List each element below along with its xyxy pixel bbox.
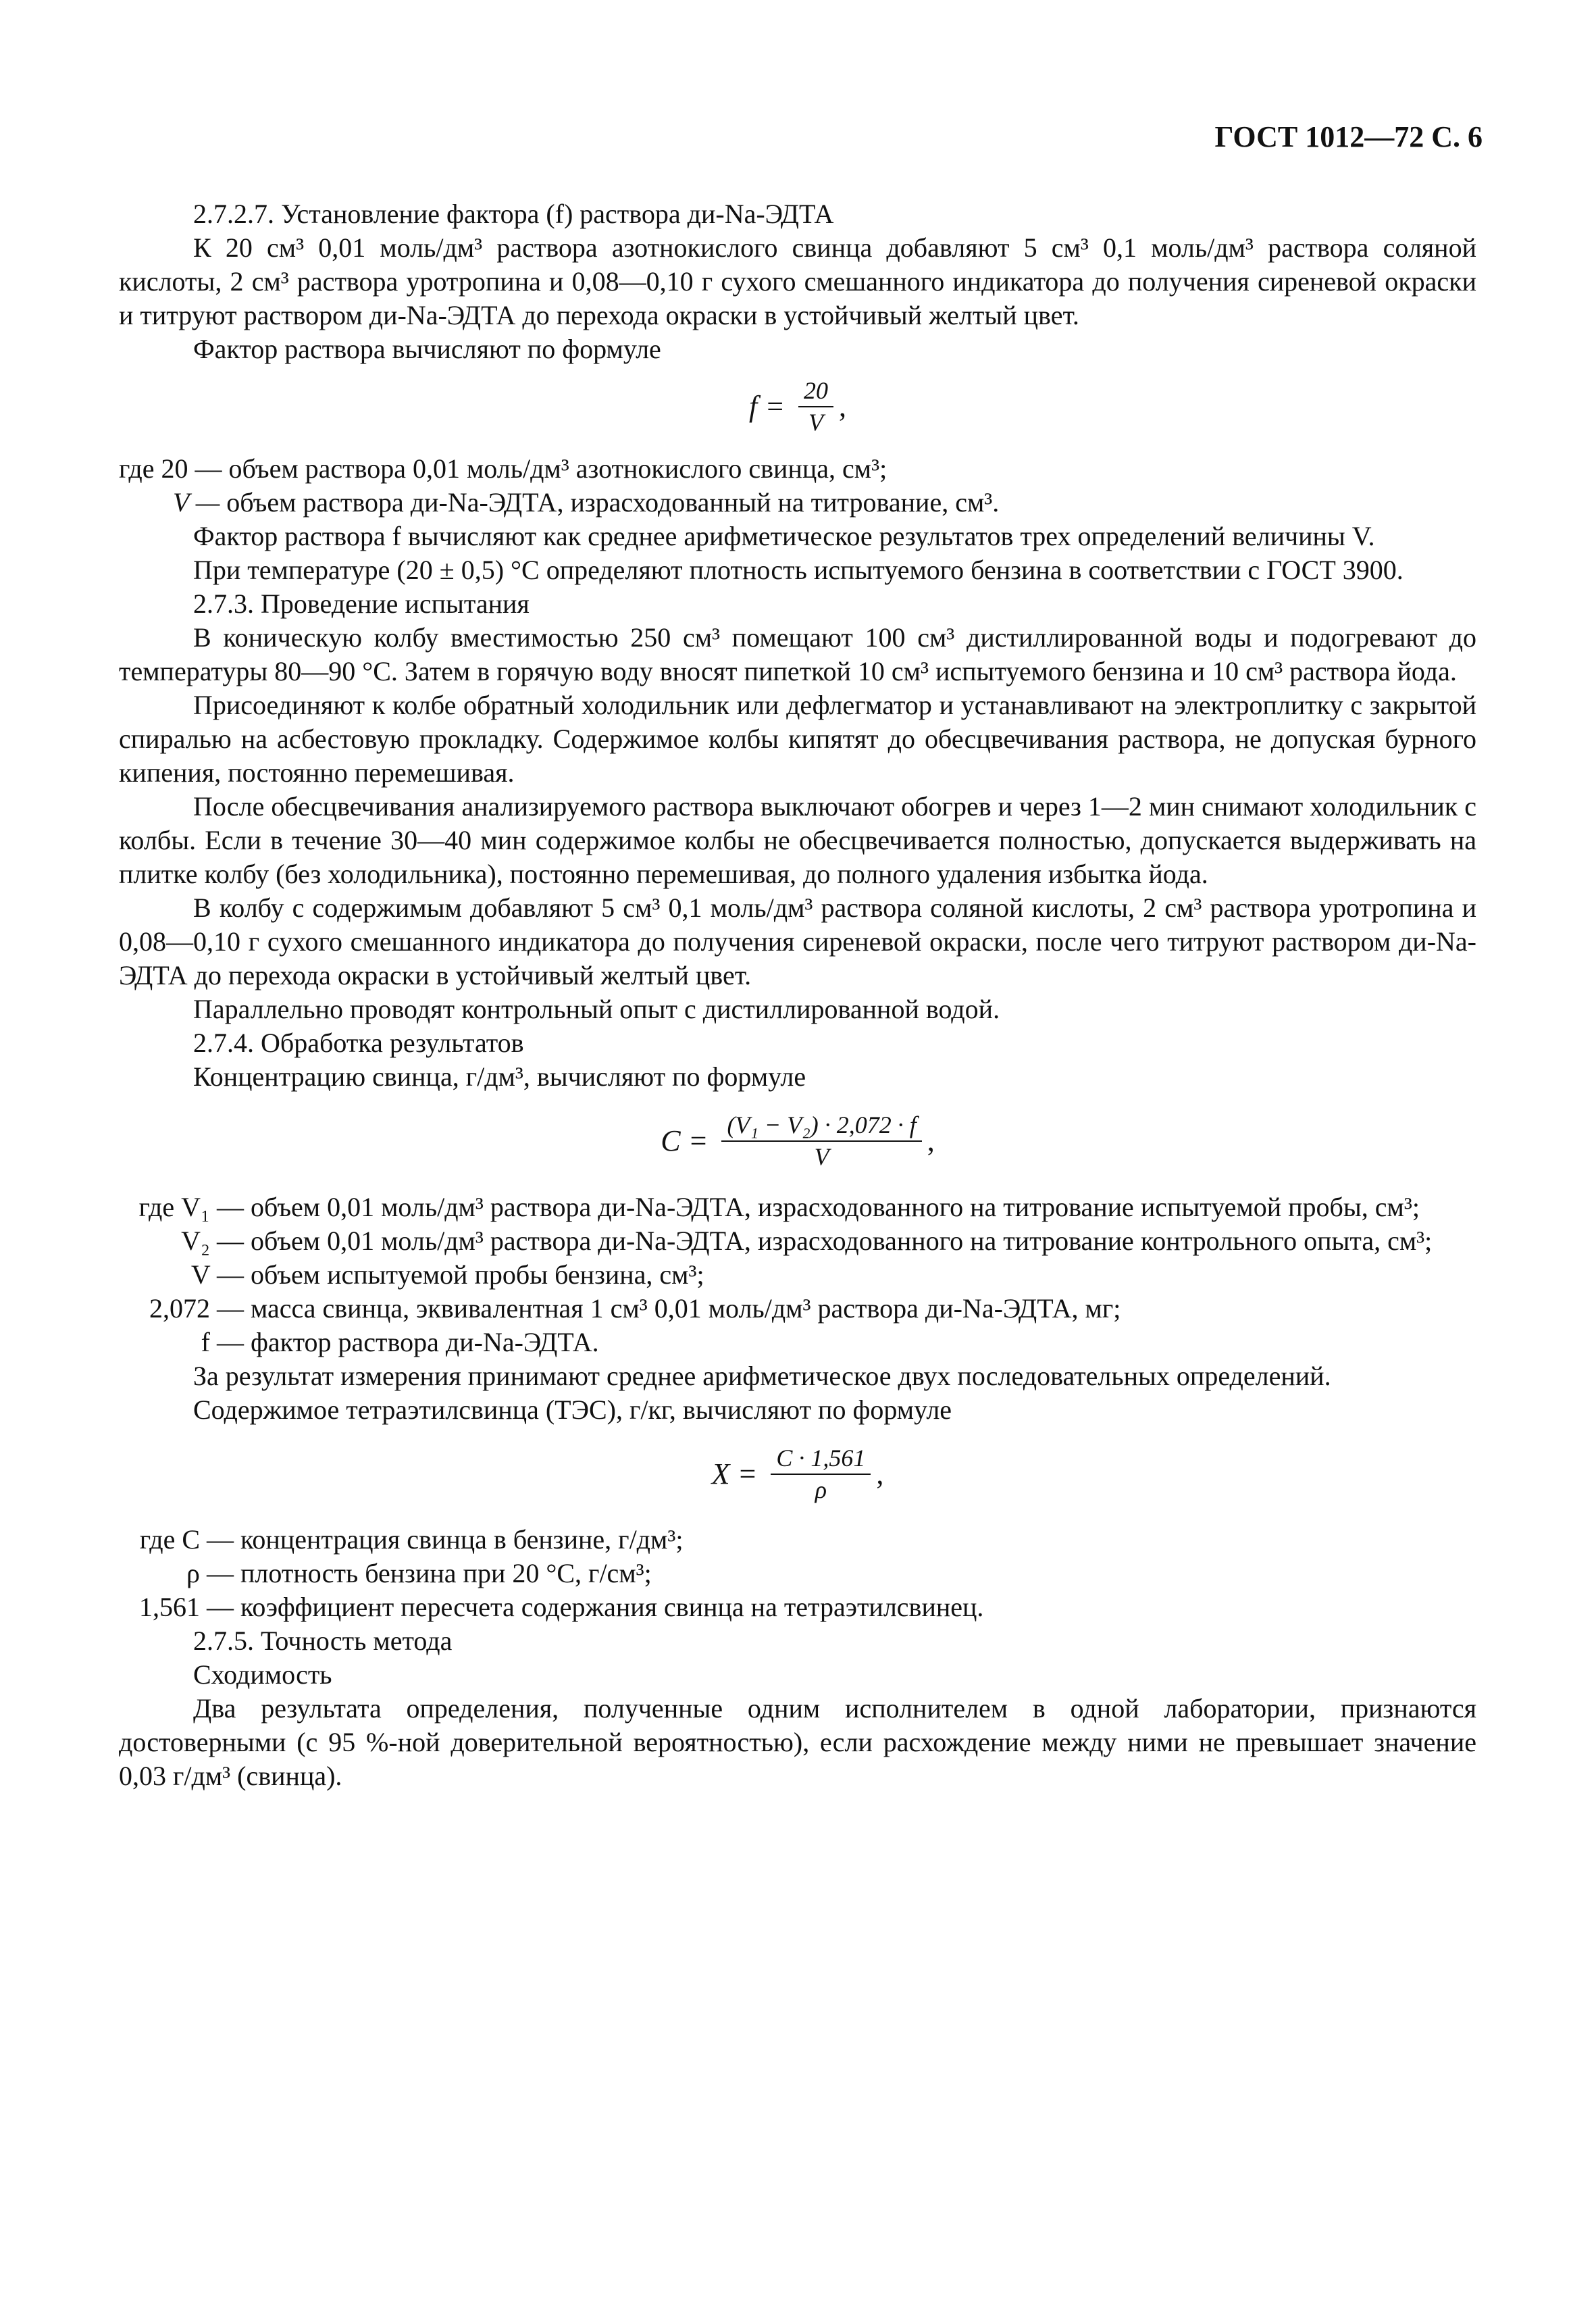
formula-concentration bbox=[119, 1111, 1476, 1172]
definition-term: V — bbox=[190, 1259, 251, 1290]
section-title: 2.7.5. Точность метода bbox=[193, 1626, 453, 1657]
section-title: 2.7.2.7. Установление фактора (f) раствора ди-Na-ЭДТА bbox=[193, 199, 834, 229]
definition-text: объем испытуемой пробы бензина, см³; bbox=[251, 1259, 704, 1290]
paragraph: Параллельно проводят контрольный опыт с дистиллированной водой. bbox=[193, 993, 1000, 1024]
section-title: 2.7.3. Проведение испытания bbox=[193, 588, 530, 619]
definition-text: объем раствора 0,01 моль/дм³ азотнокислого свинца, см³; bbox=[228, 453, 887, 484]
definition-text: коэффициент пересчета содержания свинца на тетраэтилсвинец. bbox=[240, 1592, 984, 1623]
definition-row bbox=[119, 1523, 1476, 1557]
definition-text: плотность бензина при 20 °С, г/см³; bbox=[240, 1558, 652, 1589]
paragraph: К 20 см³ 0,01 моль/дм³ раствора азотнокислого свинца добавляют 5 см³ 0,1 моль/дм³ раствора соляной кислоты, 2 см³ раствора уротропина и 0,08—0,10 г сухого смешанного индикатора до получения сиреневой окраски и титруют раствором ди-Na-ЭДТА до перехода окраски в устойчивый желтый цвет. bbox=[119, 232, 1476, 330]
formula-tes bbox=[119, 1444, 1476, 1505]
definition-row bbox=[119, 1292, 1476, 1326]
definition-term: f — bbox=[201, 1326, 251, 1357]
formula-numerator: 20 bbox=[798, 377, 833, 407]
definition-row bbox=[119, 1258, 1476, 1292]
document-header: ГОСТ 1012—72 С. 6 bbox=[1214, 120, 1483, 153]
paragraph: После обесцвечивания анализируемого раствора выключают обогрев и через 1—2 мин снимают холодильник с колбы. Если в течение 30—40 мин содержимое колбы не обесцвечивается полностью, допускается выдерживать на плитке колбу (без холодильника), постоянно перемешивая, до полного удаления избытка йода. bbox=[119, 790, 1476, 889]
formula-lhs: X bbox=[711, 1457, 730, 1490]
definition-text: концентрация свинца в бензине, г/дм³; bbox=[240, 1524, 684, 1555]
paragraph: В коническую колбу вместимостью 250 см³ помещают 100 см³ дистиллированной воды и подогревают до температуры 80—90 °С. Затем в горячую воду вносят пипеткой 10 см³ испытуемого бензина и 10 см³ раствора йода. bbox=[119, 622, 1476, 686]
paragraph: За результат измерения принимают среднее арифметическое двух последовательных определений. bbox=[193, 1360, 1331, 1391]
definition-term: где C — bbox=[139, 1524, 240, 1555]
definition-term: V — bbox=[173, 486, 227, 518]
formula-fraction bbox=[771, 1444, 871, 1505]
paragraph: Присоединяют к колбе обратный холодильник или дефлегматор и устанавливают на электроплитку с закрытой спиралью на асбестовую прокладку. Содержимое колбы кипятят до обесцвечивания раствора, не допуская бурного кипения, постоянно перемешивая. bbox=[119, 689, 1476, 788]
definition-text: объем раствора ди-Na-ЭДТА, израсходованный на титрование, см³. bbox=[226, 486, 1000, 518]
formula-equals: = bbox=[739, 1457, 756, 1490]
definitions-list bbox=[119, 1190, 1476, 1359]
formula-tail: , bbox=[839, 390, 847, 424]
paragraph: При температуре (20 ± 0,5) °С определяют плотность испытуемого бензина в соответствии с ГОСТ 3900. bbox=[193, 554, 1404, 585]
definition-row bbox=[119, 1326, 1476, 1359]
definition-row bbox=[119, 486, 1476, 520]
formula-equals: = bbox=[690, 1124, 707, 1158]
formula-factor bbox=[119, 377, 1476, 437]
definition-term: 1,561 — bbox=[139, 1592, 240, 1623]
formula-lhs: f bbox=[748, 390, 758, 424]
definition-term: ρ — bbox=[186, 1558, 240, 1589]
definition-text: объем 0,01 моль/дм³ раствора ди-Na-ЭДТА, израсходованного на титрование испытуемой пробы, см³; bbox=[251, 1191, 1420, 1222]
definition-row bbox=[119, 1590, 1476, 1624]
formula-equals: = bbox=[767, 390, 784, 424]
paragraph: Концентрацию свинца, г/дм³, вычисляют по формуле bbox=[193, 1061, 806, 1092]
definition-text: объем 0,01 моль/дм³ раствора ди-Na-ЭДТА, израсходованного на титрование контрольного опыта, см³; bbox=[251, 1225, 1433, 1256]
formula-tail: , bbox=[876, 1457, 884, 1490]
definition-text: масса свинца, эквивалентная 1 см³ 0,01 моль/дм³ раствора ди-Na-ЭДТА, мг; bbox=[251, 1292, 1121, 1324]
definition-row bbox=[119, 1224, 1476, 1258]
paragraph: Два результата определения, полученные одним исполнителем в одной лаборатории, признаются достоверными (с 95 %-ной доверительной вероятностью), если расхождение между ними не превышает значение 0,03 г/дм³ (свинца). bbox=[119, 1693, 1476, 1792]
definition-text: фактор раствора ди-Na-ЭДТА. bbox=[251, 1326, 599, 1357]
definition-term: где V₁ — bbox=[138, 1191, 251, 1222]
formula-fraction bbox=[798, 377, 833, 437]
paragraph: Содержимое тетраэтилсвинца (ТЭС), г/кг, вычисляют по формуле bbox=[193, 1394, 952, 1425]
definitions-list bbox=[119, 1523, 1476, 1624]
formula-fraction bbox=[721, 1111, 921, 1172]
formula-denominator: V bbox=[814, 1143, 829, 1171]
formula-lhs: C bbox=[661, 1124, 681, 1158]
formula-numerator: (V₁ − V₂) · 2,072 · f bbox=[721, 1111, 921, 1142]
definition-term: 2,072 — bbox=[149, 1292, 251, 1324]
formula-denominator: ρ bbox=[815, 1476, 827, 1503]
definition-term: где 20 — bbox=[119, 453, 229, 484]
definition-row bbox=[119, 1190, 1476, 1224]
section-title: 2.7.4. Обработка результатов bbox=[193, 1027, 524, 1058]
document-body bbox=[119, 197, 1476, 1793]
definition-row bbox=[119, 1557, 1476, 1590]
formula-numerator: C · 1,561 bbox=[771, 1444, 871, 1475]
formula-tail: , bbox=[927, 1124, 935, 1158]
definition-term: V₂ — bbox=[181, 1225, 251, 1256]
paragraph: Фактор раствора f вычисляют как среднее арифметическое результатов трех определений величины V. bbox=[193, 520, 1375, 551]
definition-row bbox=[119, 452, 1476, 486]
formula-denominator: V bbox=[808, 409, 824, 436]
subsection-title: Сходимость bbox=[193, 1659, 332, 1690]
paragraph: Фактор раствора вычисляют по формуле bbox=[193, 334, 661, 364]
paragraph: В колбу с содержимым добавляют 5 см³ 0,1 моль/дм³ раствора соляной кислоты, 2 см³ раствора уротропина и 0,08—0,10 г сухого смешанного индикатора до получения сиреневой окраски, после чего титруют раствором ди-Na-ЭДТА до перехода окраски в устойчивый желтый цвет. bbox=[119, 892, 1476, 990]
